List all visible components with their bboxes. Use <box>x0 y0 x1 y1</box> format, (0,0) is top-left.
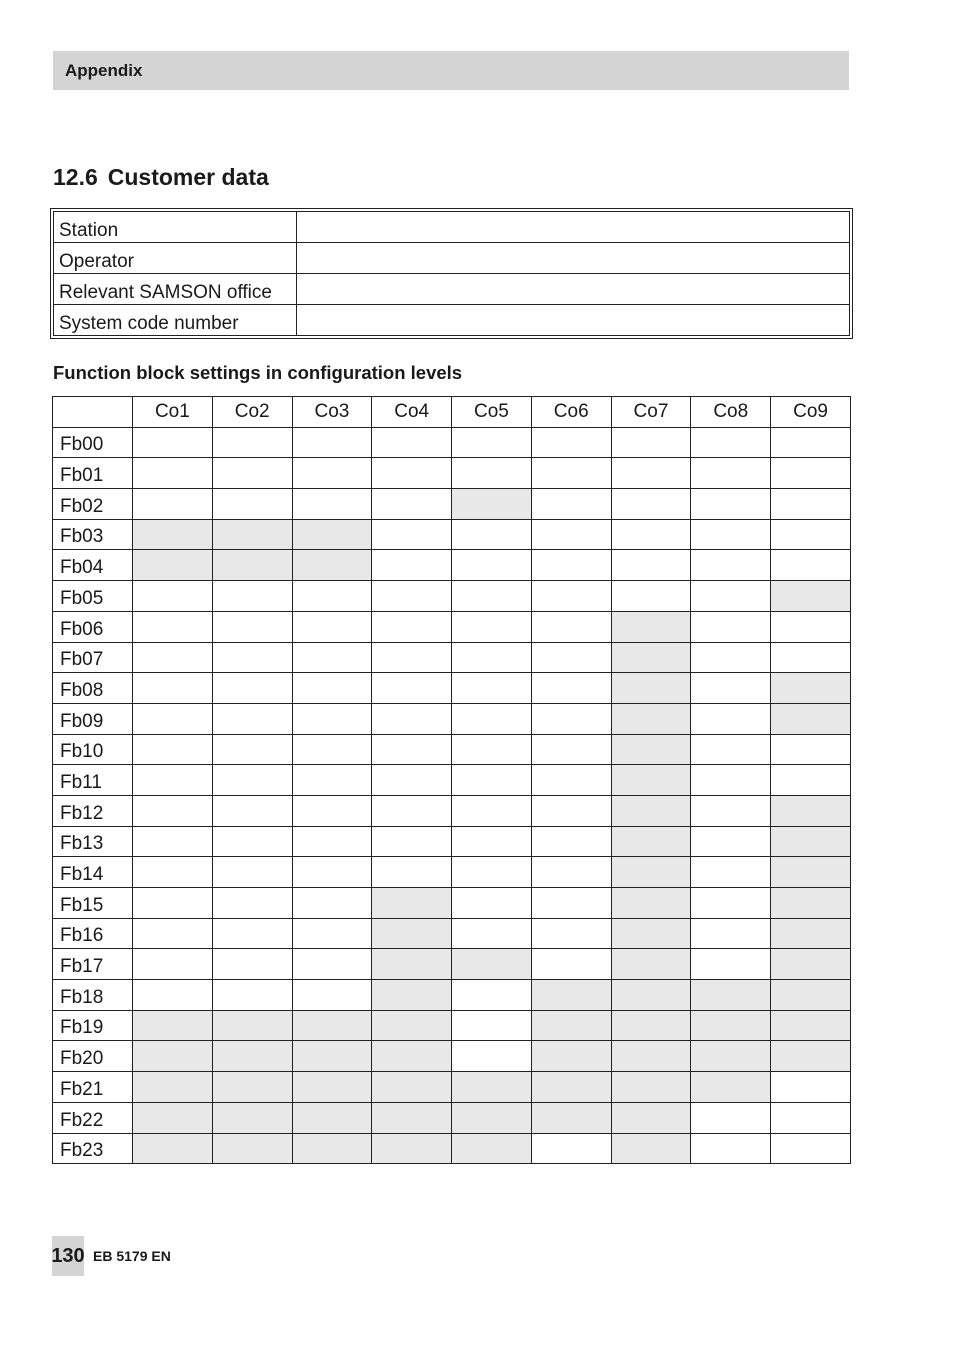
setting-cell[interactable] <box>212 427 292 458</box>
customer-field-value[interactable] <box>297 212 850 243</box>
setting-cell-unavailable <box>771 857 851 888</box>
setting-cell[interactable] <box>531 611 611 642</box>
setting-cell[interactable] <box>372 519 452 550</box>
setting-cell-unavailable <box>611 795 691 826</box>
customer-field-value[interactable] <box>297 243 850 274</box>
setting-cell-unavailable <box>611 765 691 796</box>
customer-row <box>54 243 850 274</box>
section-number: 12.6 <box>53 164 98 190</box>
setting-cell[interactable] <box>292 673 372 704</box>
customer-field-label: Operator <box>54 243 297 274</box>
setting-cell[interactable] <box>691 765 771 796</box>
setting-cell-unavailable <box>771 703 851 734</box>
table-row <box>53 519 851 550</box>
customer-row <box>54 274 850 305</box>
setting-cell-unavailable <box>771 949 851 980</box>
setting-cell-unavailable <box>531 1041 611 1072</box>
setting-cell[interactable] <box>531 949 611 980</box>
setting-cell[interactable] <box>133 581 213 612</box>
setting-cell[interactable] <box>372 458 452 489</box>
table-row <box>53 1102 851 1133</box>
setting-cell[interactable] <box>531 1133 611 1164</box>
setting-cell[interactable] <box>133 703 213 734</box>
setting-cell[interactable] <box>452 765 532 796</box>
setting-cell-unavailable <box>771 888 851 919</box>
customer-row <box>54 305 850 336</box>
table-row <box>53 857 851 888</box>
setting-cell-unavailable <box>611 949 691 980</box>
column-header-co7: Co7 <box>611 397 691 428</box>
setting-cell[interactable] <box>212 611 292 642</box>
setting-cell[interactable] <box>531 765 611 796</box>
setting-cell[interactable] <box>771 765 851 796</box>
corner-cell <box>53 397 133 428</box>
setting-cell-unavailable <box>292 1102 372 1133</box>
setting-cell[interactable] <box>531 826 611 857</box>
setting-cell[interactable] <box>212 888 292 919</box>
setting-cell-unavailable <box>133 1133 213 1164</box>
row-label: Fb23 <box>53 1133 133 1164</box>
setting-cell-unavailable <box>611 673 691 704</box>
row-label: Fb09 <box>53 703 133 734</box>
setting-cell[interactable] <box>691 1102 771 1133</box>
setting-cell[interactable] <box>531 427 611 458</box>
setting-cell[interactable] <box>611 489 691 520</box>
setting-cell[interactable] <box>212 765 292 796</box>
setting-cell[interactable] <box>691 734 771 765</box>
setting-cell[interactable] <box>452 458 532 489</box>
setting-cell[interactable] <box>372 642 452 673</box>
setting-cell[interactable] <box>452 1010 532 1041</box>
column-header-co1: Co1 <box>133 397 213 428</box>
column-header-co6: Co6 <box>531 397 611 428</box>
table-row <box>53 581 851 612</box>
row-label: Fb14 <box>53 857 133 888</box>
setting-cell[interactable] <box>531 795 611 826</box>
setting-cell[interactable] <box>452 581 532 612</box>
setting-cell[interactable] <box>452 918 532 949</box>
setting-cell-unavailable <box>292 1041 372 1072</box>
setting-cell-unavailable <box>212 1041 292 1072</box>
setting-cell-unavailable <box>452 949 532 980</box>
customer-field-label: Station <box>54 212 297 243</box>
column-header-co2: Co2 <box>212 397 292 428</box>
table-row <box>53 826 851 857</box>
table-row <box>53 1133 851 1164</box>
setting-cell-unavailable <box>611 857 691 888</box>
document-code: EB 5179 EN <box>93 1248 171 1264</box>
setting-cell[interactable] <box>452 1041 532 1072</box>
row-label: Fb12 <box>53 795 133 826</box>
setting-cell[interactable] <box>292 980 372 1011</box>
row-label: Fb21 <box>53 1072 133 1103</box>
setting-cell[interactable] <box>212 734 292 765</box>
row-label: Fb10 <box>53 734 133 765</box>
setting-cell-unavailable <box>133 1102 213 1133</box>
setting-cell[interactable] <box>771 550 851 581</box>
setting-cell[interactable] <box>691 1133 771 1164</box>
table-row <box>53 918 851 949</box>
setting-cell[interactable] <box>133 949 213 980</box>
setting-cell-unavailable <box>611 703 691 734</box>
setting-cell[interactable] <box>292 765 372 796</box>
setting-cell-unavailable <box>133 1010 213 1041</box>
setting-cell[interactable] <box>212 949 292 980</box>
setting-cell[interactable] <box>771 519 851 550</box>
setting-cell[interactable] <box>372 734 452 765</box>
table-row <box>53 642 851 673</box>
setting-cell[interactable] <box>292 795 372 826</box>
column-header-co5: Co5 <box>452 397 532 428</box>
setting-cell[interactable] <box>691 489 771 520</box>
setting-cell-unavailable <box>531 1102 611 1133</box>
table-row <box>53 489 851 520</box>
table-row <box>53 1010 851 1041</box>
setting-cell[interactable] <box>452 703 532 734</box>
setting-cell-unavailable <box>611 826 691 857</box>
setting-cell[interactable] <box>691 918 771 949</box>
setting-cell[interactable] <box>133 888 213 919</box>
setting-cell[interactable] <box>133 857 213 888</box>
setting-cell-unavailable <box>372 1041 452 1072</box>
setting-cell[interactable] <box>691 519 771 550</box>
setting-cell[interactable] <box>292 826 372 857</box>
setting-cell[interactable] <box>691 581 771 612</box>
setting-cell-unavailable <box>452 1102 532 1133</box>
setting-cell[interactable] <box>531 581 611 612</box>
setting-cell[interactable] <box>292 703 372 734</box>
section-title: Customer data <box>107 164 269 190</box>
setting-cell[interactable] <box>531 888 611 919</box>
setting-cell[interactable] <box>531 703 611 734</box>
setting-cell-unavailable <box>691 1010 771 1041</box>
setting-cell[interactable] <box>611 427 691 458</box>
setting-cell[interactable] <box>691 826 771 857</box>
table-row <box>53 949 851 980</box>
setting-cell-unavailable <box>531 1010 611 1041</box>
setting-cell-unavailable <box>611 642 691 673</box>
customer-field-label: System code number <box>54 305 297 336</box>
row-label: Fb20 <box>53 1041 133 1072</box>
table-row <box>53 611 851 642</box>
setting-cell[interactable] <box>531 489 611 520</box>
customer-field-value[interactable] <box>297 305 850 336</box>
setting-cell[interactable] <box>531 642 611 673</box>
setting-cell[interactable] <box>372 703 452 734</box>
setting-cell[interactable] <box>212 673 292 704</box>
customer-field-value[interactable] <box>297 274 850 305</box>
setting-cell[interactable] <box>212 458 292 489</box>
setting-cell[interactable] <box>771 1102 851 1133</box>
row-label: Fb00 <box>53 427 133 458</box>
setting-cell[interactable] <box>133 673 213 704</box>
setting-cell-unavailable <box>611 980 691 1011</box>
setting-cell[interactable] <box>133 642 213 673</box>
setting-cell[interactable] <box>611 458 691 489</box>
setting-cell-unavailable <box>372 1102 452 1133</box>
row-label: Fb13 <box>53 826 133 857</box>
setting-cell[interactable] <box>531 734 611 765</box>
setting-cell-unavailable <box>611 888 691 919</box>
setting-cell[interactable] <box>372 765 452 796</box>
row-label: Fb06 <box>53 611 133 642</box>
setting-cell[interactable] <box>212 703 292 734</box>
row-label: Fb22 <box>53 1102 133 1133</box>
setting-cell-unavailable <box>452 1072 532 1103</box>
setting-cell-unavailable <box>292 1133 372 1164</box>
setting-cell[interactable] <box>691 611 771 642</box>
function-block-table <box>52 396 851 1164</box>
table-row <box>53 980 851 1011</box>
table-row <box>53 795 851 826</box>
setting-cell-unavailable <box>611 1102 691 1133</box>
setting-cell[interactable] <box>771 611 851 642</box>
column-header-co4: Co4 <box>372 397 452 428</box>
table-row <box>53 703 851 734</box>
setting-cell[interactable] <box>771 427 851 458</box>
setting-cell[interactable] <box>292 949 372 980</box>
column-header-co9: Co9 <box>771 397 851 428</box>
setting-cell[interactable] <box>133 826 213 857</box>
setting-cell[interactable] <box>212 489 292 520</box>
setting-cell-unavailable <box>372 980 452 1011</box>
table-row <box>53 1041 851 1072</box>
setting-cell[interactable] <box>212 581 292 612</box>
setting-cell-unavailable <box>292 1072 372 1103</box>
setting-cell-unavailable <box>212 1010 292 1041</box>
row-label: Fb19 <box>53 1010 133 1041</box>
setting-cell[interactable] <box>212 795 292 826</box>
setting-cell[interactable] <box>372 795 452 826</box>
setting-cell[interactable] <box>691 703 771 734</box>
setting-cell-unavailable <box>611 1072 691 1103</box>
setting-cell-unavailable <box>691 1041 771 1072</box>
setting-cell-unavailable <box>372 949 452 980</box>
table-row <box>53 673 851 704</box>
setting-cell-unavailable <box>133 550 213 581</box>
setting-cell-unavailable <box>691 980 771 1011</box>
setting-cell[interactable] <box>292 458 372 489</box>
table-row <box>53 458 851 489</box>
setting-cell-unavailable <box>771 673 851 704</box>
setting-cell-unavailable <box>292 519 372 550</box>
setting-cell[interactable] <box>452 734 532 765</box>
setting-cell-unavailable <box>771 795 851 826</box>
setting-cell-unavailable <box>372 1010 452 1041</box>
setting-cell-unavailable <box>771 1010 851 1041</box>
setting-cell[interactable] <box>531 673 611 704</box>
setting-cell[interactable] <box>292 427 372 458</box>
table-row <box>53 888 851 919</box>
row-label: Fb17 <box>53 949 133 980</box>
setting-cell-unavailable <box>292 550 372 581</box>
table-row <box>53 550 851 581</box>
setting-cell-unavailable <box>771 918 851 949</box>
row-label: Fb07 <box>53 642 133 673</box>
setting-cell[interactable] <box>372 673 452 704</box>
setting-cell[interactable] <box>611 581 691 612</box>
setting-cell[interactable] <box>133 427 213 458</box>
setting-cell[interactable] <box>531 918 611 949</box>
setting-cell[interactable] <box>292 489 372 520</box>
row-label: Fb04 <box>53 550 133 581</box>
setting-cell[interactable] <box>691 888 771 919</box>
setting-cell[interactable] <box>372 581 452 612</box>
row-label: Fb18 <box>53 980 133 1011</box>
setting-cell[interactable] <box>292 918 372 949</box>
setting-cell-unavailable <box>133 1041 213 1072</box>
setting-cell[interactable] <box>771 642 851 673</box>
setting-cell[interactable] <box>212 826 292 857</box>
setting-cell-unavailable <box>531 1072 611 1103</box>
row-label: Fb01 <box>53 458 133 489</box>
row-label: Fb03 <box>53 519 133 550</box>
setting-cell-unavailable <box>611 1041 691 1072</box>
setting-cell[interactable] <box>452 642 532 673</box>
setting-cell[interactable] <box>691 642 771 673</box>
setting-cell[interactable] <box>691 458 771 489</box>
setting-cell[interactable] <box>292 888 372 919</box>
setting-cell-unavailable <box>212 1072 292 1103</box>
row-label: Fb05 <box>53 581 133 612</box>
setting-cell[interactable] <box>691 949 771 980</box>
setting-cell[interactable] <box>292 734 372 765</box>
setting-cell[interactable] <box>133 980 213 1011</box>
setting-cell-unavailable <box>611 1010 691 1041</box>
setting-cell[interactable] <box>531 857 611 888</box>
function-block-title: Function block settings in configuration levels <box>53 362 463 383</box>
setting-cell[interactable] <box>611 550 691 581</box>
table-header-row <box>53 397 851 428</box>
setting-cell[interactable] <box>372 427 452 458</box>
setting-cell-unavailable <box>611 611 691 642</box>
setting-cell[interactable] <box>691 673 771 704</box>
table-row <box>53 427 851 458</box>
setting-cell[interactable] <box>531 550 611 581</box>
setting-cell[interactable] <box>771 1072 851 1103</box>
setting-cell[interactable] <box>452 795 532 826</box>
setting-cell-unavailable <box>771 581 851 612</box>
setting-cell[interactable] <box>611 519 691 550</box>
setting-cell-unavailable <box>133 1072 213 1103</box>
setting-cell[interactable] <box>292 581 372 612</box>
setting-cell-unavailable <box>611 734 691 765</box>
setting-cell-unavailable <box>611 918 691 949</box>
setting-cell[interactable] <box>133 489 213 520</box>
setting-cell[interactable] <box>531 458 611 489</box>
setting-cell[interactable] <box>452 611 532 642</box>
row-label: Fb02 <box>53 489 133 520</box>
setting-cell[interactable] <box>452 857 532 888</box>
setting-cell-unavailable <box>531 980 611 1011</box>
setting-cell[interactable] <box>771 458 851 489</box>
setting-cell-unavailable <box>212 550 292 581</box>
setting-cell-unavailable <box>372 888 452 919</box>
setting-cell[interactable] <box>691 795 771 826</box>
setting-cell[interactable] <box>771 734 851 765</box>
setting-cell[interactable] <box>771 1133 851 1164</box>
setting-cell-unavailable <box>212 1102 292 1133</box>
setting-cell-unavailable <box>452 489 532 520</box>
row-label: Fb15 <box>53 888 133 919</box>
setting-cell[interactable] <box>292 857 372 888</box>
setting-cell-unavailable <box>133 519 213 550</box>
setting-cell[interactable] <box>531 519 611 550</box>
setting-cell[interactable] <box>691 857 771 888</box>
setting-cell[interactable] <box>212 980 292 1011</box>
setting-cell-unavailable <box>771 826 851 857</box>
setting-cell[interactable] <box>372 826 452 857</box>
setting-cell-unavailable <box>292 1010 372 1041</box>
customer-field-label: Relevant SAMSON office <box>54 274 297 305</box>
setting-cell[interactable] <box>133 458 213 489</box>
setting-cell-unavailable <box>372 1133 452 1164</box>
column-header-co3: Co3 <box>292 397 372 428</box>
setting-cell[interactable] <box>452 519 532 550</box>
setting-cell-unavailable <box>372 1072 452 1103</box>
setting-cell[interactable] <box>452 673 532 704</box>
setting-cell[interactable] <box>452 550 532 581</box>
setting-cell-unavailable <box>452 1133 532 1164</box>
customer-data-table <box>53 211 850 336</box>
row-label: Fb16 <box>53 918 133 949</box>
setting-cell[interactable] <box>292 611 372 642</box>
customer-row <box>54 212 850 243</box>
section-header <box>53 51 849 90</box>
column-header-co8: Co8 <box>691 397 771 428</box>
table-row <box>53 734 851 765</box>
setting-cell[interactable] <box>212 857 292 888</box>
page-number: 130 <box>52 1236 84 1276</box>
setting-cell-unavailable <box>691 1072 771 1103</box>
row-label: Fb11 <box>53 765 133 796</box>
setting-cell-unavailable <box>212 519 292 550</box>
setting-cell[interactable] <box>212 642 292 673</box>
setting-cell-unavailable <box>611 1133 691 1164</box>
setting-cell[interactable] <box>372 550 452 581</box>
row-label: Fb08 <box>53 673 133 704</box>
setting-cell[interactable] <box>452 427 532 458</box>
setting-cell-unavailable <box>372 918 452 949</box>
setting-cell-unavailable <box>771 1041 851 1072</box>
setting-cell[interactable] <box>133 795 213 826</box>
setting-cell[interactable] <box>372 489 452 520</box>
setting-cell[interactable] <box>771 489 851 520</box>
section-header-label: Appendix <box>65 60 143 80</box>
setting-cell[interactable] <box>452 888 532 919</box>
setting-cell[interactable] <box>452 980 532 1011</box>
setting-cell[interactable] <box>372 857 452 888</box>
table-row <box>53 765 851 796</box>
setting-cell[interactable] <box>292 642 372 673</box>
setting-cell[interactable] <box>133 918 213 949</box>
setting-cell[interactable] <box>133 734 213 765</box>
setting-cell[interactable] <box>133 765 213 796</box>
setting-cell[interactable] <box>452 826 532 857</box>
setting-cell[interactable] <box>691 550 771 581</box>
setting-cell[interactable] <box>372 611 452 642</box>
setting-cell[interactable] <box>691 427 771 458</box>
page-title <box>53 164 269 191</box>
setting-cell[interactable] <box>212 918 292 949</box>
setting-cell-unavailable <box>771 980 851 1011</box>
setting-cell[interactable] <box>133 611 213 642</box>
setting-cell-unavailable <box>212 1133 292 1164</box>
table-row <box>53 1072 851 1103</box>
